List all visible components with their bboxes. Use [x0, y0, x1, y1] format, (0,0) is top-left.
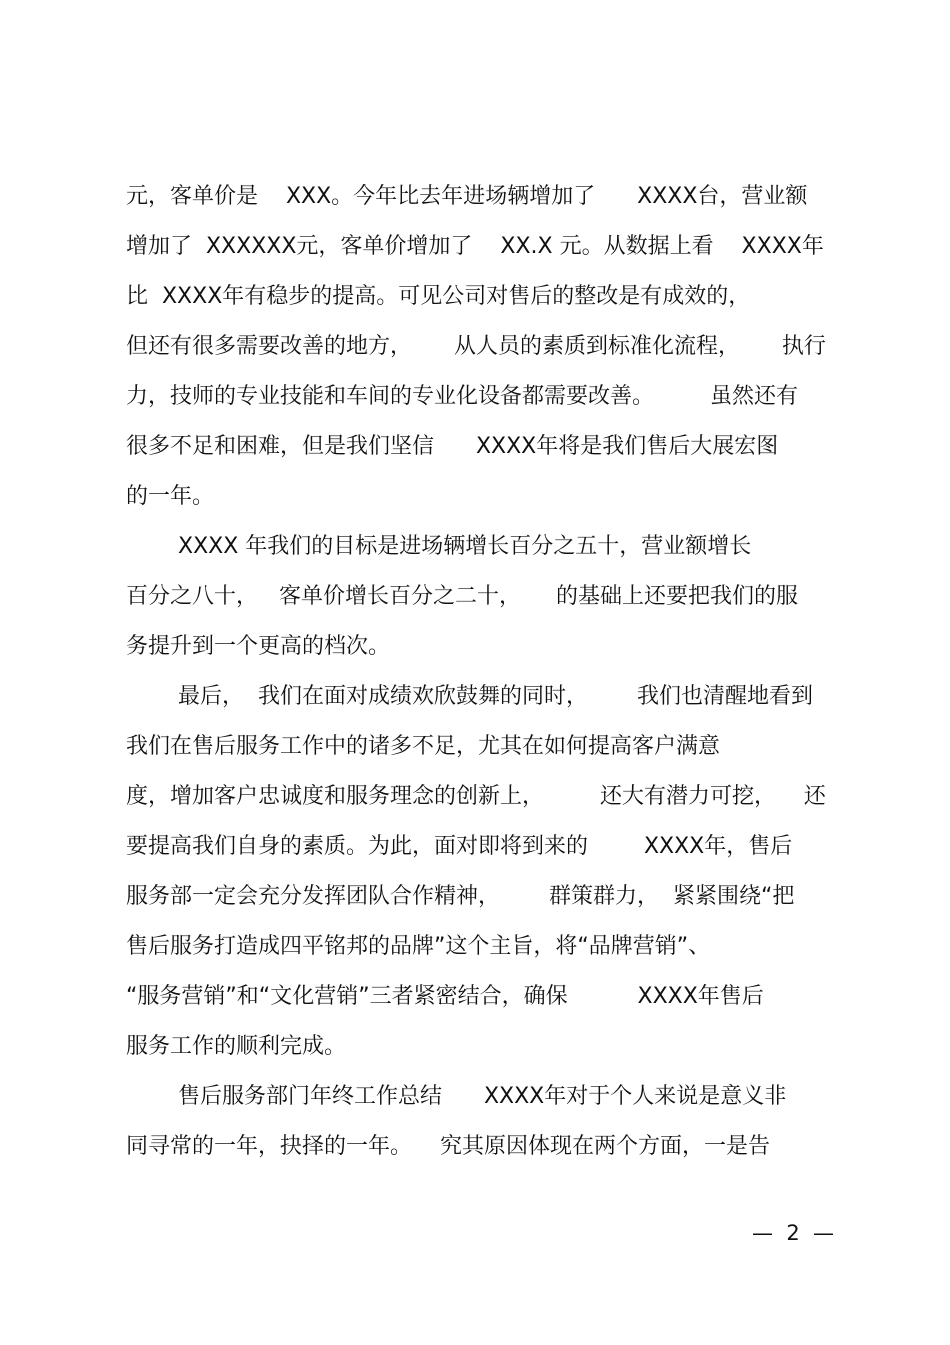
text-line: 售后服务打造成四平铭邦的品牌”这个主旨，将“品牌营销”、	[126, 934, 711, 959]
text-line: 百分之八十， 客单价增长百分之二十， 的基础上还要把我们的服	[126, 584, 798, 609]
text-line: 元，客单价是 XXX。今年比去年进场辆增加了 XXXX台，营业额	[126, 184, 808, 209]
text-line: “服务营销”和“文化营销”三者紧密结合，确保 XXXX年售后	[126, 984, 764, 1009]
text-line: 要提高我们自身的素质。为此，面对即将到来的 XXXX年，售后	[126, 834, 793, 859]
text-line: 很多不足和困难，但是我们坚信 XXXX年将是我们售后大展宏图	[126, 434, 779, 459]
text-line: 售后服务部门年终工作总结 XXXX年对于个人来说是意义非	[178, 1084, 787, 1109]
text-line: 比 XXXX年有稳步的提高。可见公司对售后的整改是有成效的，	[126, 284, 751, 309]
text-line: 务提升到一个更高的档次。	[126, 634, 391, 659]
text-line: 最后， 我们在面对成绩欢欣鼓舞的同时， 我们也清醒地看到	[178, 684, 813, 709]
text-line: XXXX 年我们的目标是进场辆增长百分之五十，营业额增长	[178, 534, 752, 559]
text-line: 服务工作的顺利完成。	[126, 1034, 347, 1059]
text-line: 力，技师的专业技能和车间的专业化设备都需要改善。 虽然还有	[126, 384, 798, 409]
page-number: — 2 —	[752, 1221, 835, 1245]
text-line: 但还有很多需要改善的地方， 从人员的素质到标准化流程， 执行	[126, 334, 826, 359]
body-text	[126, 172, 831, 1172]
text-line: 服务部一定会充分发挥团队合作精神， 群策群力， 紧紧围绕“把	[126, 884, 795, 909]
text-line: 度，增加客户忠诚度和服务理念的创新上， 还大有潜力可挖， 还	[126, 784, 826, 809]
text-line: 同寻常的一年，抉择的一年。 究其原因体现在两个方面，一是告	[126, 1134, 770, 1159]
text-line: 我们在售后服务工作中的诸多不足，尤其在如何提高客户满意	[126, 734, 721, 759]
text-line: 增加了 XXXXXX元，客单价增加了 XX.X 元。从数据上看 XXXX年	[126, 234, 824, 259]
text-line: 的一年。	[126, 484, 215, 509]
